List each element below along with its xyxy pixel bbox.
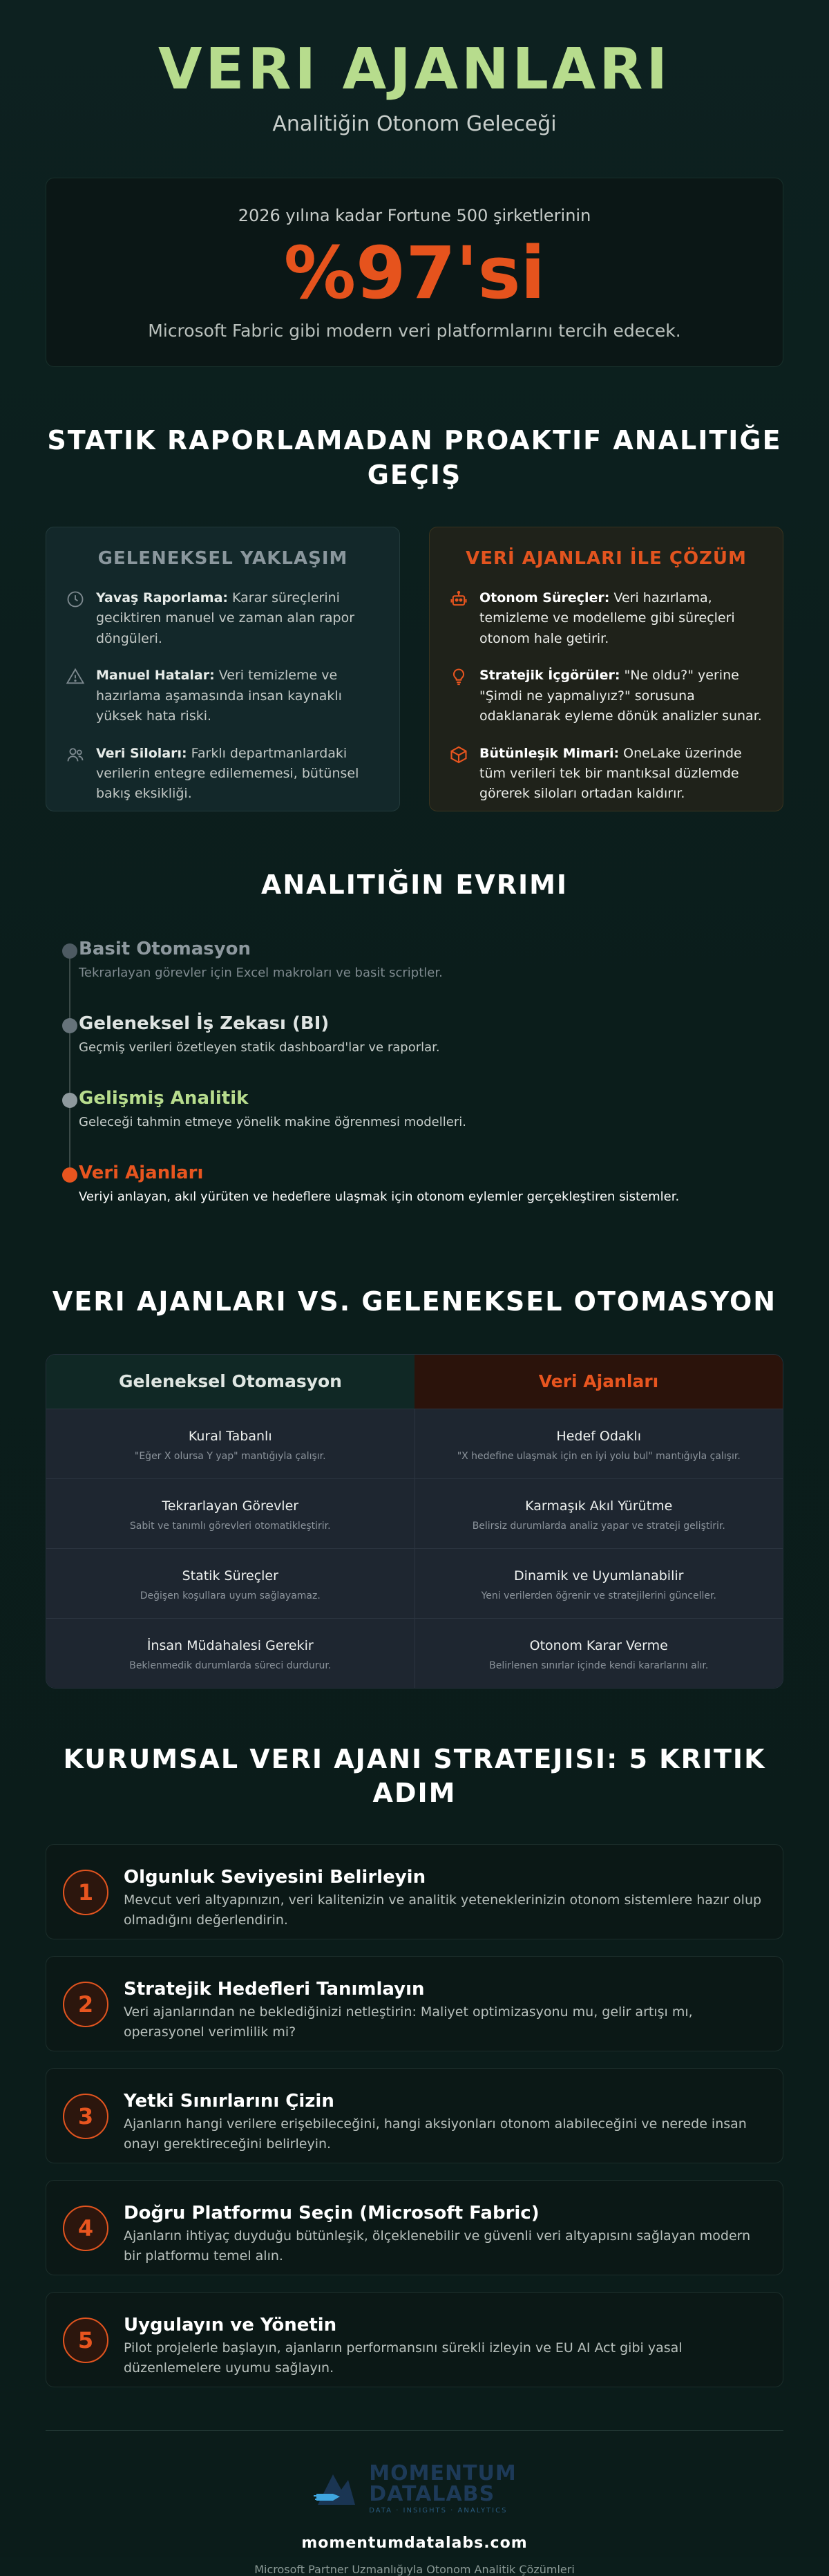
table-cell [46, 1409, 415, 1478]
step-title: Yetki Sınırlarını Çizin [124, 2090, 334, 2112]
logo-line2: DATALABS [369, 2481, 495, 2506]
list-item [66, 666, 380, 726]
timeline-item [46, 1162, 783, 1237]
item-bold: Manuel Hatalar: [96, 668, 215, 684]
list-item [449, 666, 763, 726]
item-bold: Otonom Süreçler: [479, 590, 610, 605]
cell-title: Statik Süreçler [182, 1568, 278, 1583]
steps-list [46, 1844, 783, 2387]
stat-pretext: 2026 yılına kadar Fortune 500 şirketlerinin [238, 206, 591, 226]
company-logo [312, 2461, 517, 2517]
list-item [449, 744, 763, 805]
timeline-dot [62, 1167, 77, 1183]
section-title: VERI AJANLARI VS. GELENEKSEL OTOMASYON [52, 1286, 777, 1317]
item-text: Karar süreçlerini geciktiren manuel ve zaman alan rapor döngüleri. [96, 590, 355, 646]
table-cell [415, 1409, 783, 1478]
timeline-item [46, 1013, 783, 1087]
step-desc: Veri ajanlarından ne beklediğinizi netleştirin: Maliyet optimizasyonu mu, gelir artışı mı, operasyonel verimlilik mi? [124, 2004, 693, 2040]
table-cell [415, 1548, 783, 1618]
warning-icon [66, 667, 85, 686]
timeline-item [46, 1087, 783, 1162]
cell-subtitle: "Eğer X olursa Y yap" mantığıyla çalışır. [134, 1450, 326, 1462]
stat-value: %97'si [283, 231, 546, 316]
logo-line1: MOMENTUM [369, 2461, 517, 2485]
cell-title: Kural Tabanlı [188, 1428, 272, 1444]
traditional-heading: GELENEKSEL YAKLAŞIM [97, 547, 348, 569]
evolution-section [46, 868, 783, 1237]
cell-subtitle: Belirlenen sınırlar içinde kendi kararlarını alır. [489, 1660, 709, 1671]
step-number: 4 [63, 2206, 108, 2251]
robot-icon [449, 590, 468, 609]
timeline-desc: Geçmiş verileri özetleyen statik dashboard'lar ve raporlar. [79, 1040, 440, 1055]
cell-title: Hedef Odaklı [556, 1428, 642, 1444]
item-bold: Stratejik İçgörüler: [479, 668, 620, 684]
item-text: Farklı departmanlardaki verilerin entegre edilememesi, bütünsel bakış eksikliği. [96, 745, 359, 802]
item-bold: Veri Siloları: [96, 745, 187, 761]
timeline-desc: Tekrarlayan görevler için Excel makroları ve basit scriptler. [79, 966, 443, 981]
stat-card [46, 178, 783, 367]
cell-subtitle: Belirsiz durumlarda analiz yapar ve strateji geliştirir. [472, 1520, 725, 1532]
table-row [46, 1478, 783, 1548]
lightbulb-icon [449, 667, 468, 686]
step-card [46, 2292, 783, 2387]
table-cell [415, 1478, 783, 1548]
stat-posttext: Microsoft Fabric gibi modern veri platformlarını tercih edecek. [148, 320, 681, 341]
step-card [46, 1956, 783, 2051]
step-number: 2 [63, 1982, 108, 2027]
item-text: Veri temizleme ve hazırlama aşamasında insan kaynaklı yüksek hata riski. [96, 668, 342, 724]
step-number: 1 [63, 1870, 108, 1915]
website-link[interactable]: momentumdatalabs.com [301, 2534, 528, 2552]
step-title: Stratejik Hedefleri Tanımlayın [124, 1978, 425, 2000]
step-desc: Ajanların ihtiyaç duyduğu bütünleşik, ölçeklenebilir ve güvenli veri altyapısını sağlayan modern bir platformu temel alın. [124, 2228, 751, 2264]
column-header-traditional: Geleneksel Otomasyon [46, 1355, 414, 1409]
cell-title: Dinamik ve Uyumlanabilir [514, 1568, 684, 1583]
timeline-item [46, 938, 783, 1013]
list-item [449, 588, 763, 649]
table-cell [46, 1478, 415, 1548]
table-cell [46, 1548, 415, 1618]
timeline-dot [62, 1093, 77, 1108]
table-cell [415, 1618, 783, 1688]
table-cell [46, 1618, 415, 1688]
table-row [46, 1409, 783, 1478]
hero [46, 0, 783, 136]
cell-title: Otonom Karar Verme [529, 1637, 668, 1653]
step-card [46, 2068, 783, 2163]
timeline [46, 938, 783, 1237]
cube-icon [449, 745, 468, 764]
cell-title: İnsan Müdahalesi Gerekir [146, 1637, 314, 1653]
step-title: Uygulayın ve Yönetin [124, 2314, 337, 2335]
step-desc: Mevcut veri altyapınızın, veri kalitenizin ve analitik yeteneklerinizin otonom sistemlere hazır olup olmadığını değerlendirin. [124, 1892, 762, 1928]
step-desc: Pilot projelerle başlayın, ajanların performansını sürekli izleyin ve EU AI Act gibi yasal düzenlemelere uyumu sağlayın. [124, 2340, 683, 2376]
footer [46, 2430, 783, 2576]
step-card [46, 2180, 783, 2275]
agent-solution-box [429, 527, 783, 811]
timeline-desc: Geleceği tahmin etmeye yönelik makine öğrenmesi modelleri. [79, 1115, 466, 1130]
step-number: 5 [63, 2318, 108, 2363]
table-header [46, 1355, 783, 1409]
transition-section [46, 424, 783, 811]
step-title: Doğru Platformu Seçin (Microsoft Fabric) [124, 2202, 540, 2224]
cell-subtitle: "X hedefine ulaşmak için en iyi yolu bul" mantığıyla çalışır. [457, 1450, 741, 1462]
strategy-section [46, 1742, 783, 2387]
step-card [46, 1844, 783, 1939]
users-icon [66, 745, 85, 764]
cell-title: Tekrarlayan Görevler [162, 1498, 299, 1514]
timeline-dot [62, 1018, 77, 1033]
versus-section [46, 1285, 783, 1688]
step-title: Olgunluk Seviyesini Belirleyin [124, 1866, 426, 1888]
page-subtitle: Analitiğin Otonom Geleceği [272, 112, 557, 137]
section-title: ANALITIĞIN EVRIMI [260, 869, 569, 900]
clock-icon [66, 590, 85, 609]
step-desc: Ajanların hangi verilere erişebileceğini, hangi aksiyonları otonom alabileceğini ve nerede insan onayı gerektireceğini belirleyin. [124, 2116, 747, 2152]
timeline-title: Geleneksel İş Zekası (BI) [79, 1013, 330, 1035]
item-bold: Bütünleşik Mimari: [479, 745, 620, 761]
cell-subtitle: Beklenmedik durumlarda süreci durdurur. [129, 1660, 332, 1671]
agent-heading: VERİ AJANLARI İLE ÇÖZÜM [466, 547, 747, 569]
list-item [66, 744, 380, 805]
item-text: Veri hazırlama, temizleme ve modelleme gibi süreçleri otonom hale getirir. [479, 590, 735, 646]
page-title: VERI AJANLARI [158, 37, 671, 102]
table-row [46, 1548, 783, 1618]
step-number: 3 [63, 2094, 108, 2139]
logo-tagline: DATA · INSIGHTS · ANALYTICS [369, 2506, 508, 2514]
comparison-boxes [46, 527, 783, 811]
item-bold: Yavaş Raporlama: [96, 590, 228, 605]
logo-mark-icon [312, 2465, 361, 2513]
section-title: STATIK RAPORLAMADAN PROAKTIF ANALITIĞE GEÇIŞ [47, 425, 782, 490]
list-item [66, 588, 380, 649]
cell-title: Karmaşık Akıl Yürütme [525, 1498, 673, 1514]
item-text: "Ne oldu?" yerine "Şimdi ne yapmalıyız?" sorusuna odaklanarak eyleme dönük analizler sunar. [479, 668, 762, 724]
column-header-agents: Veri Ajanları [414, 1355, 783, 1409]
timeline-desc: Veriyi anlayan, akıl yürüten ve hedeflere ulaşmak için otonom eylemler gerçekleştiren sistemler. [79, 1190, 680, 1205]
section-title: KURUMSAL VERI AJANI STRATEJISI: 5 KRITIK ADIM [63, 1743, 766, 1809]
cell-subtitle: Sabit ve tanımlı görevleri otomatikleştirir. [129, 1520, 331, 1532]
timeline-title: Gelişmiş Analitik [79, 1088, 249, 1109]
comparison-table [46, 1354, 783, 1689]
cell-subtitle: Yeni verilerden öğrenir ve stratejilerini günceller. [481, 1590, 716, 1601]
cell-subtitle: Değişen koşullara uyum sağlayamaz. [140, 1590, 321, 1601]
item-text: OneLake üzerinde tüm verileri tek bir mantıksal düzlemde görerek siloları ortadan kaldırır. [479, 745, 742, 802]
timeline-title: Basit Otomasyon [79, 939, 251, 960]
timeline-dot [62, 943, 77, 959]
footer-tagline: Microsoft Partner Uzmanlığıyla Otonom Analitik Çözümleri [254, 2562, 575, 2576]
timeline-title: Veri Ajanları [79, 1163, 204, 1184]
table-row [46, 1618, 783, 1688]
traditional-approach-box [46, 527, 400, 811]
